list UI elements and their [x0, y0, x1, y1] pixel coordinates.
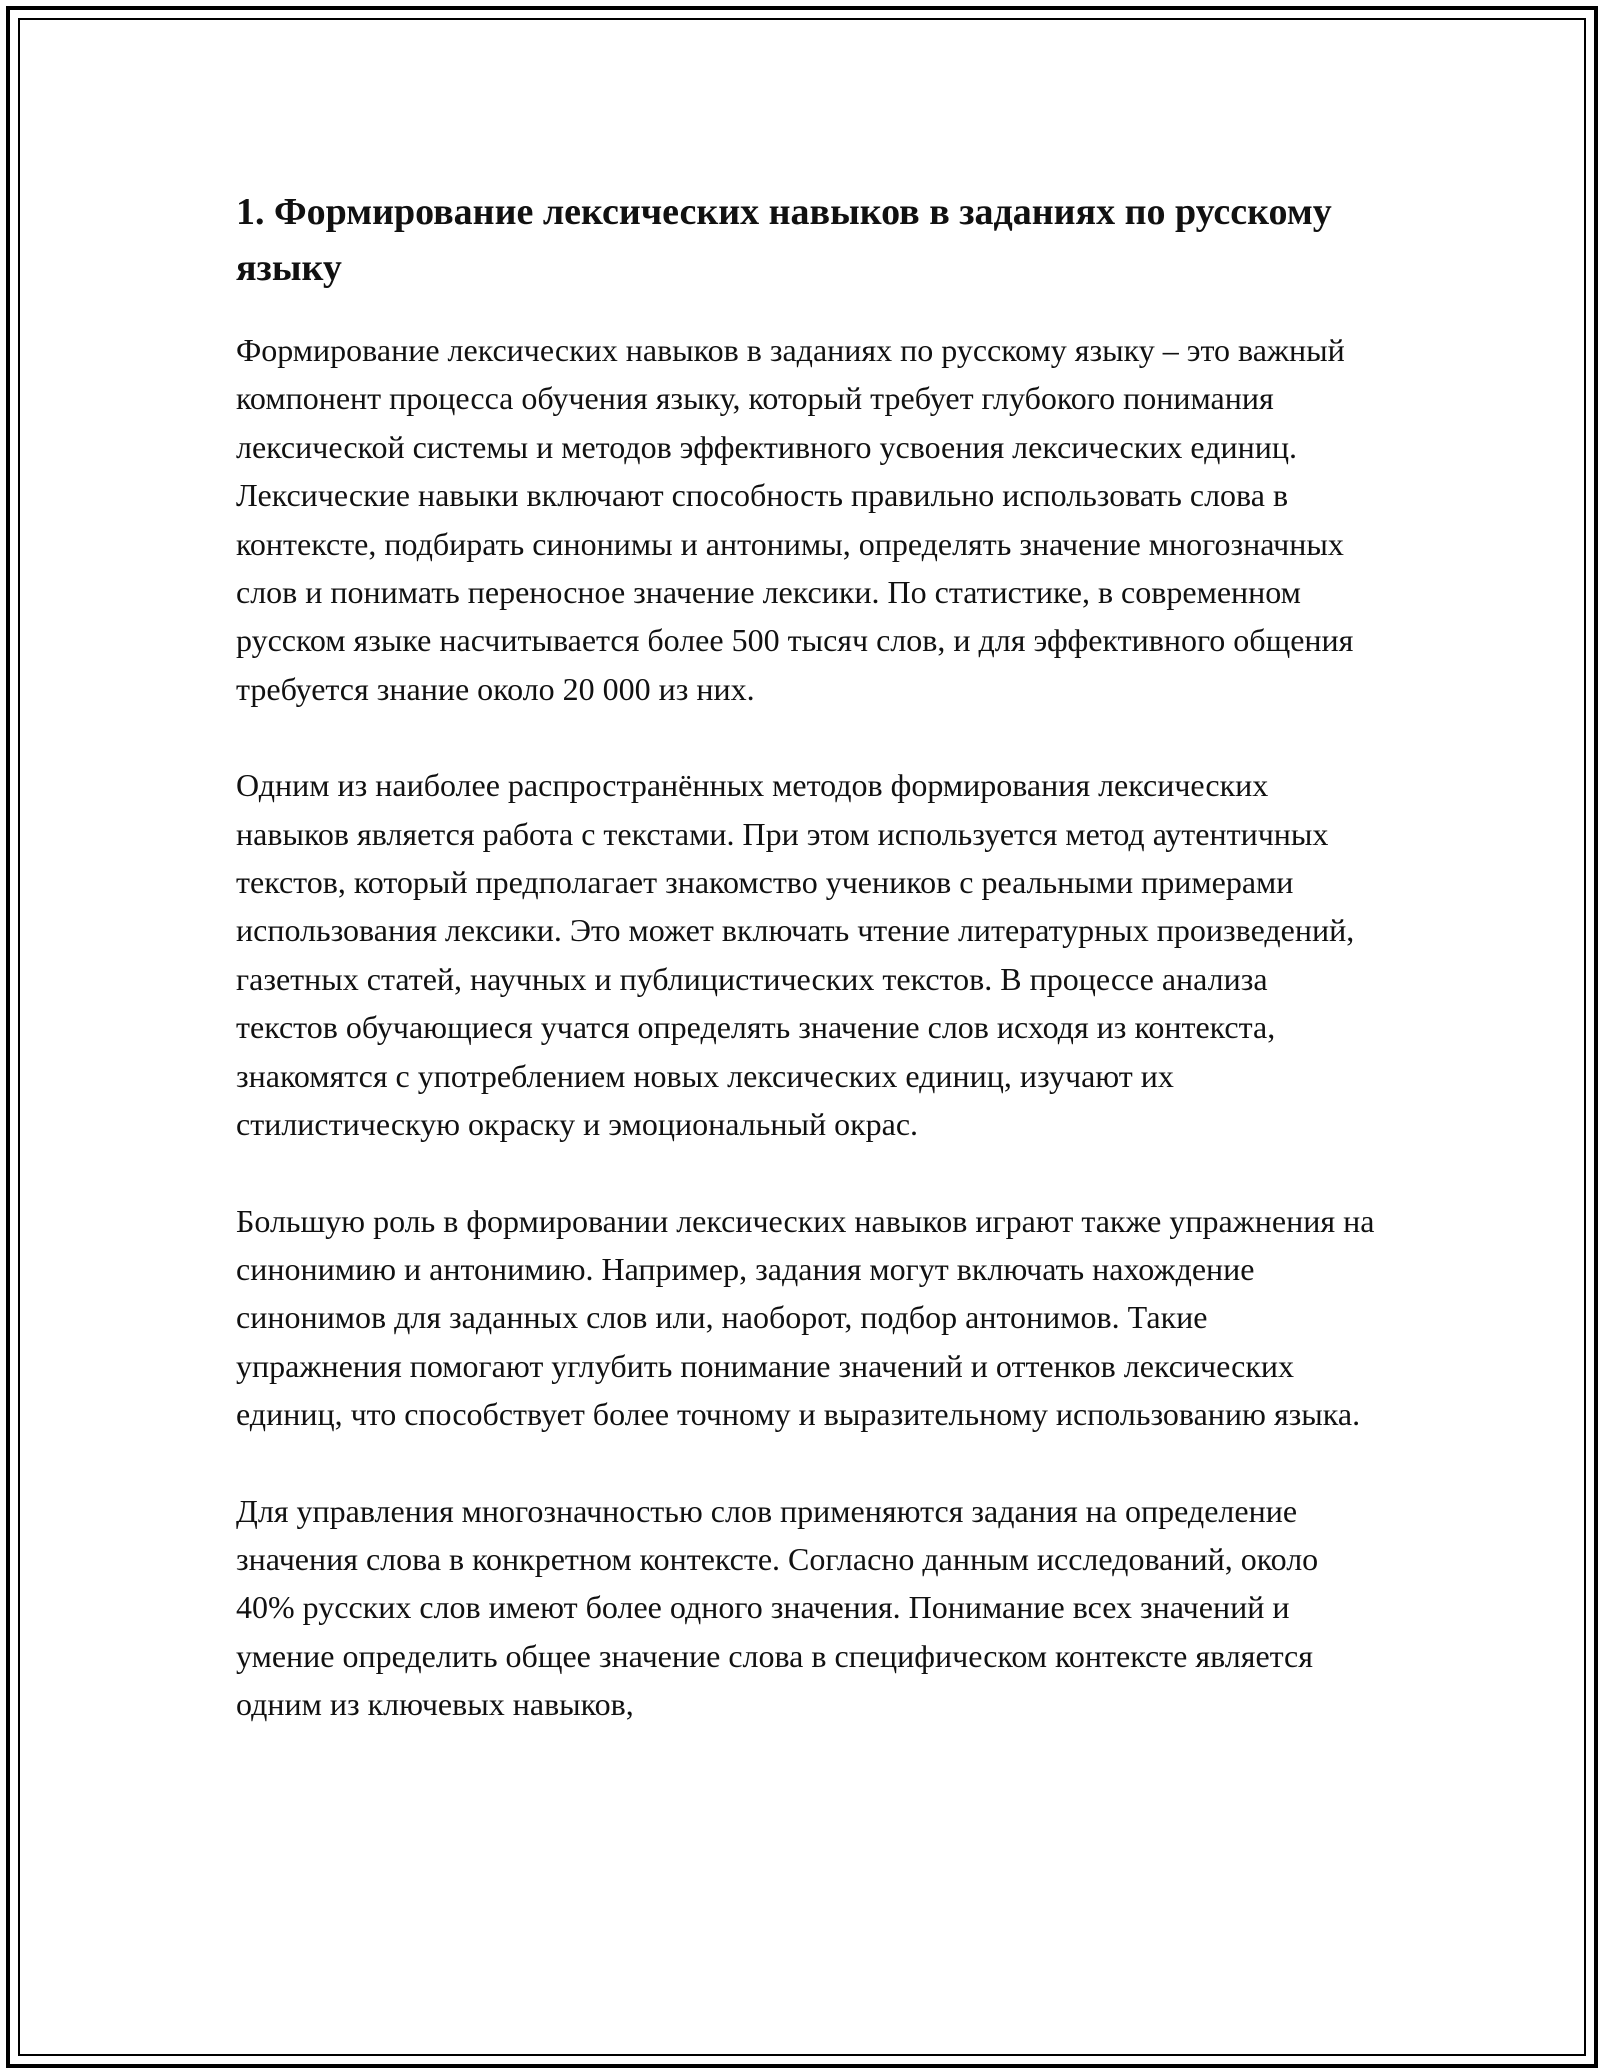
paragraph-3: Большую роль в формировании лексических навыков играют также упражнения на синонимию и антонимию. Например, задания могут включать нахождение синонимов для заданных слов или, наоборот, подбор антонимов. Такие упражнения помогают углубить понимание значений и оттенков лексических единиц, что способствует более точному и выразительному использованию языка.	[236, 1202, 1375, 1433]
paragraph-4: Для управления многозначностью слов применяются задания на определение значения слова в конкретном контексте. Согласно данным исследований, около 40% русских слов имеют более одного значения. Понимание всех значений и умение определить общее значение слова в специфическом контексте является одним из ключевых навыков,	[236, 1492, 1319, 1723]
document-body	[236, 184, 1376, 1777]
paragraph-1: Формирование лексических навыков в заданиях по русскому языку – это важный компонент процесса обучения языку, который требует глубокого понимания лексической системы и методов эффективного усвоения лексических единиц. Лексические навыки включают способность правильно использовать слова в контексте, подбирать синонимы и антонимы, определять значение многозначных слов и понимать переносное значение лексики. По статистике, в современном русском языке насчитывается более 500 тысяч слов, и для эффективного общения требуется знание около 20 000 из них.	[236, 332, 1354, 707]
paragraph-2: Одним из наиболее распространённых методов формирования лексических навыков является работа с текстами. При этом используется метод аутентичных текстов, который предполагает знакомство учеников с реальными примерами использования лексики. Это может включать чтение литературных произведений, газетных статей, научных и публицистических текстов. В процессе анализа текстов обучающиеся учатся определять значение слов исходя из контекста, знакомятся с употреблением новых лексических единиц, изучают их стилистическую окраску и эмоциональный окрас.	[236, 767, 1355, 1143]
section-heading: 1. Формирование лексических навыков в заданиях по русскому языку	[236, 191, 1332, 289]
